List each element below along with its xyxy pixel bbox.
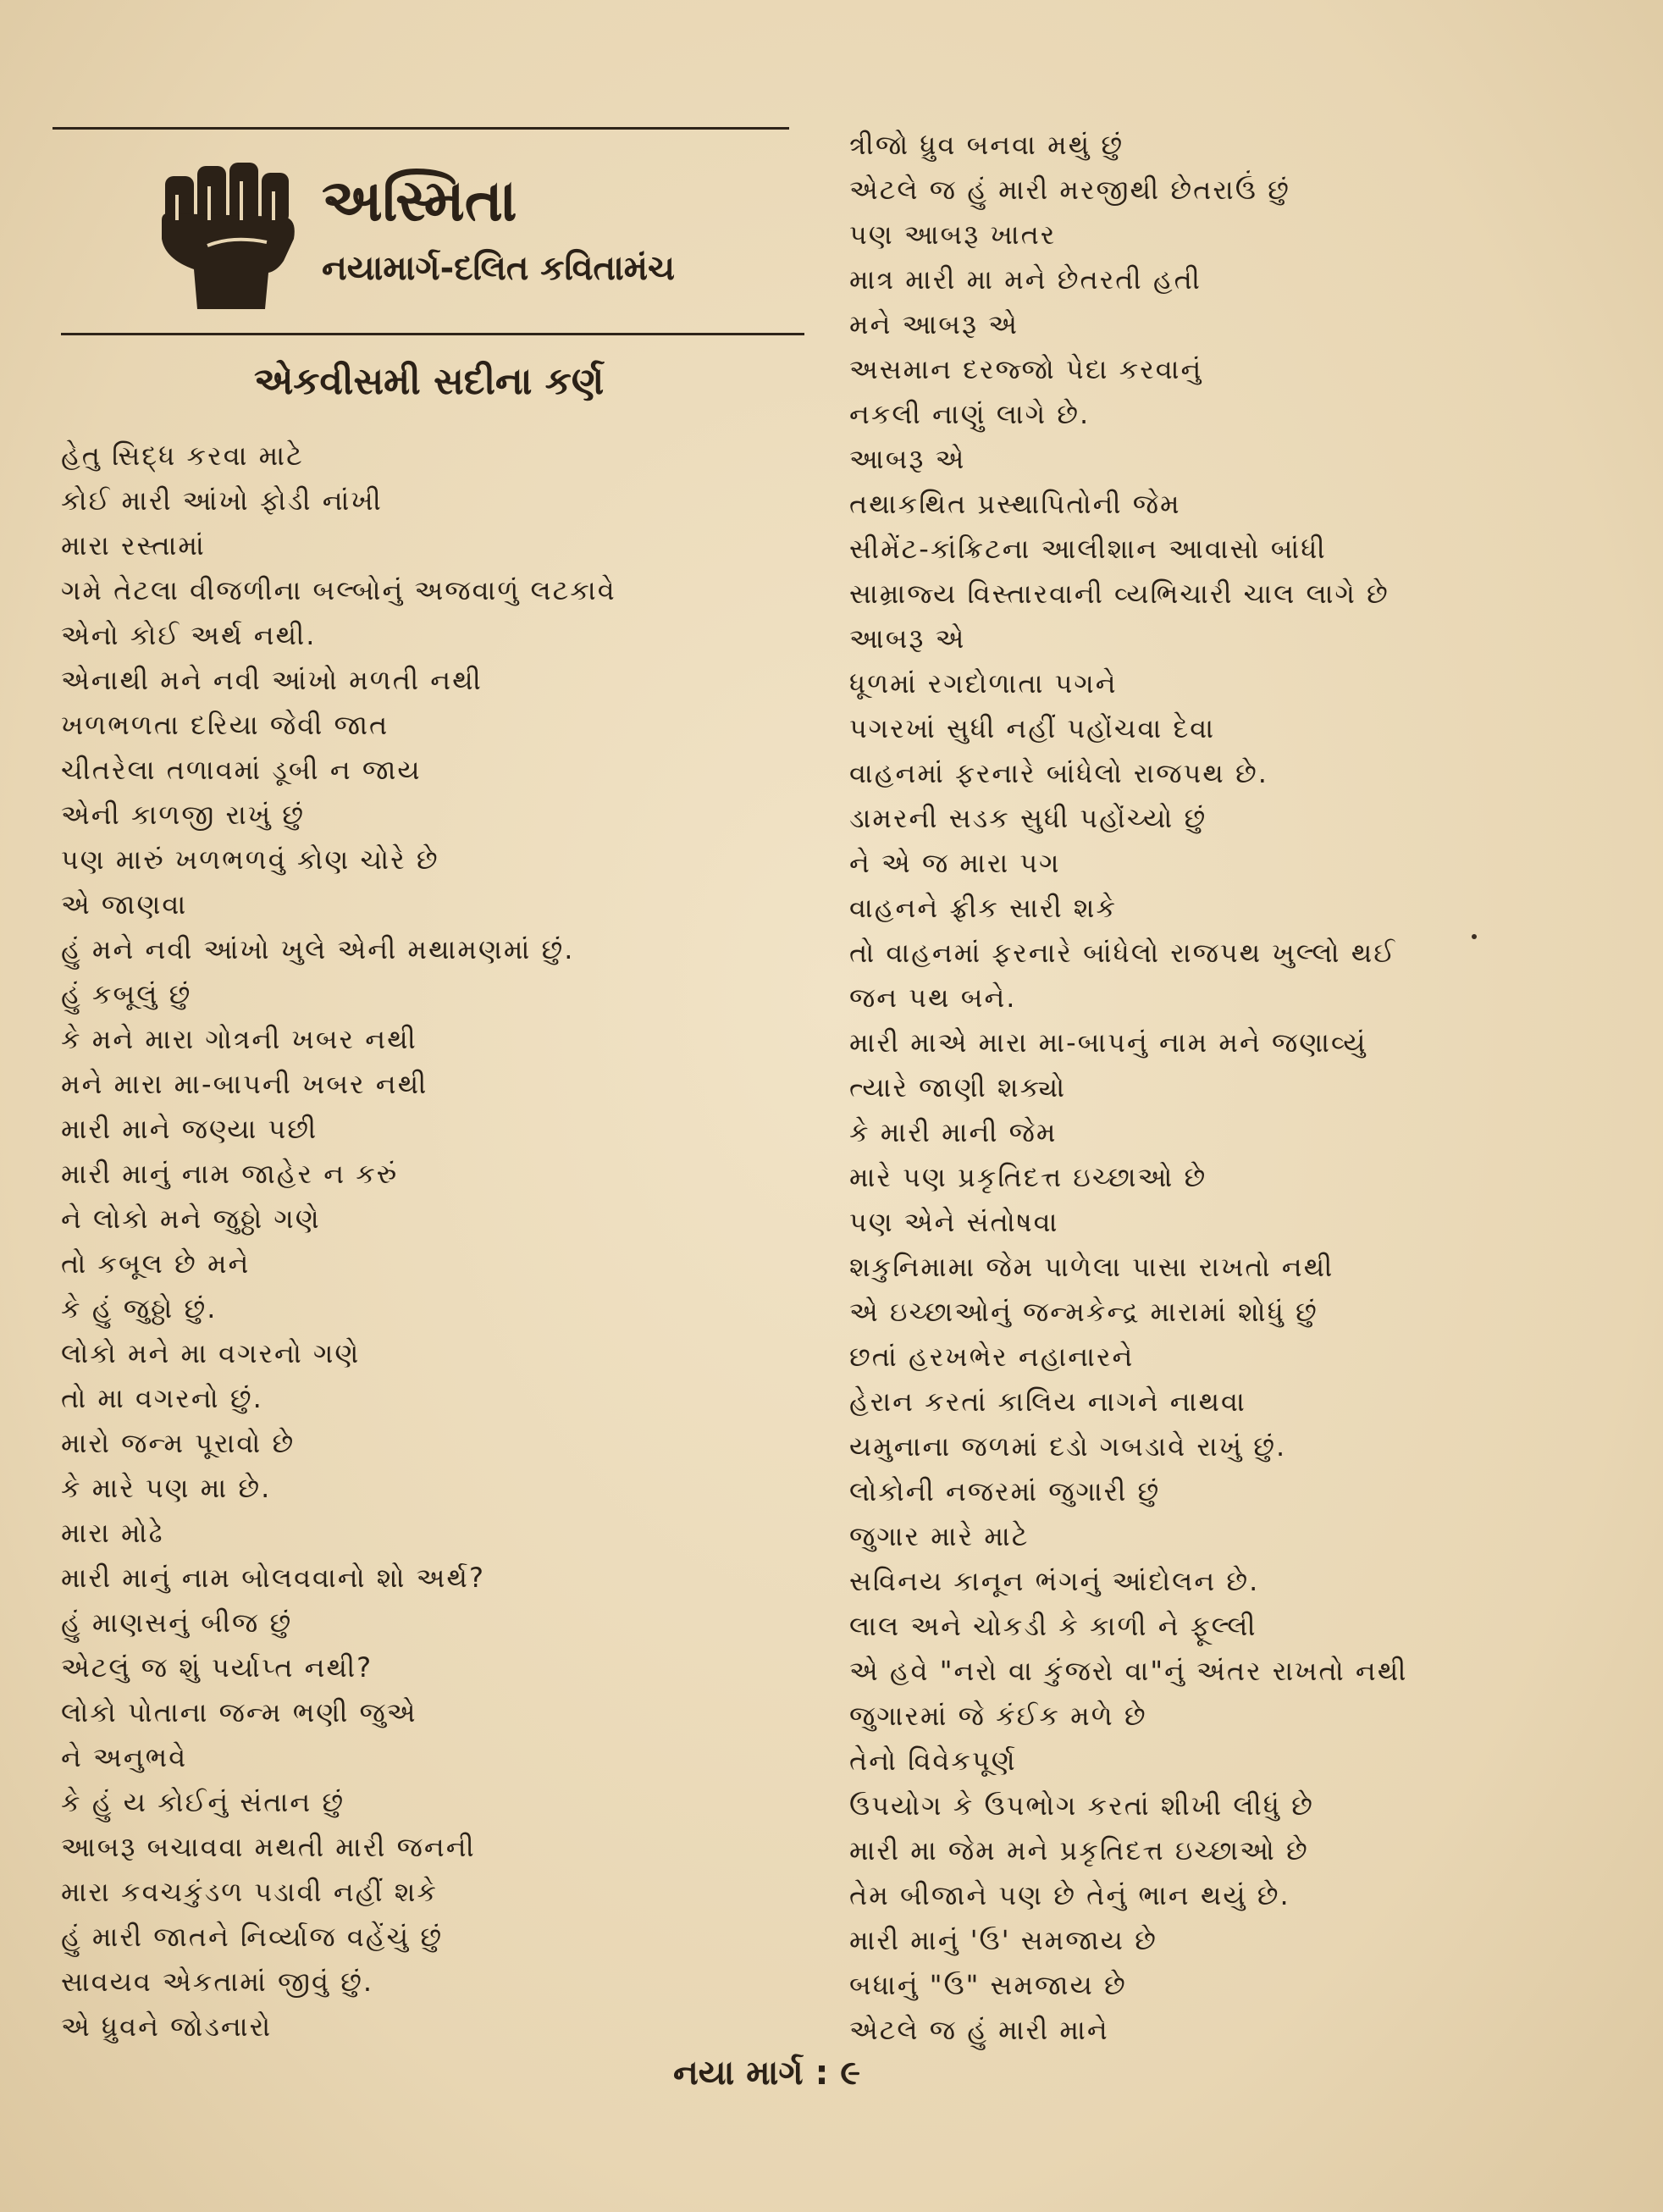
poem-line: એ ધ્રુવને જોડનારો <box>61 2010 273 2043</box>
poem-line: વાહનને ફ્રીક સારી શકે <box>849 892 1118 924</box>
poem-line: એટલે જ હું મારી માને <box>849 2014 1109 2046</box>
poem-line: લાલ અને ચોકડી કે કાળી ને ફૂલ્લી <box>849 1610 1257 1642</box>
poem-line: અસમાન દરજ્જો પેદા કરવાનું <box>849 353 1203 385</box>
poem-line: સાવયવ એકતામાં જીવું છું. <box>61 1966 373 1998</box>
poem-line: મારી માએ મારા મા-બાપનું નામ મને જણાવ્યું <box>849 1026 1367 1059</box>
svg-text:અસ્મિતા: અસ્મિતા <box>322 168 517 235</box>
poem-line: હું મારી જાતને નિર્વ્યાજ વહેંચું છું <box>61 1921 444 1953</box>
poem-line: કે મારે પણ મા છે. <box>61 1472 272 1504</box>
poem-line: એ જાણવા <box>61 888 188 921</box>
poem-line: સામ્રાજ્ય વિસ્તારવાની વ્યભિચારી ચાલ લાગે છે <box>849 578 1390 610</box>
poem-line: એટલું જ શું પર્યાપ્ત નથી? <box>61 1651 373 1684</box>
left-column <box>61 434 823 2049</box>
ink-speck <box>1472 934 1477 939</box>
poem-line: મારી માનું નામ બોલવવાનો શો અર્થ? <box>61 1562 485 1594</box>
poem-line: એની કાળજી રાખું છું <box>61 799 306 831</box>
poem-line: મને આબરૂ એ <box>849 308 1019 340</box>
poem-line: તો મા વગરનો છું. <box>61 1382 263 1414</box>
poem-line: શકુનિમામા જેમ પાળેલા પાસા રાખતો નથી <box>849 1251 1334 1283</box>
poem-line: આબરૂ બચાવવા મથતી મારી જનની <box>61 1831 476 1863</box>
page-footer: નયા માર્ગ : ૯ <box>673 2054 861 2093</box>
raised-fist-icon <box>157 161 309 309</box>
poem-line: વાહનમાં ફરનારે બાંધેલો રાજપથ છે. <box>849 757 1268 789</box>
poem-line: કે હું જુઠ્ઠો છું. <box>61 1292 218 1324</box>
poem-line: ઉપયોગ કે ઉપભોગ કરતાં શીખી લીધું છે <box>849 1789 1314 1822</box>
poem-line: આબરૂ એ <box>849 622 966 655</box>
poem-line: એટલે જ હું મારી મરજીથી છેતરાઉં છું <box>849 174 1290 206</box>
poem-line: તો વાહનમાં ફરનારે બાંધેલો રાજપથ ખુલ્લો થઈ <box>849 937 1396 969</box>
poem-line: પણ એને સંતોષવા <box>849 1206 1059 1238</box>
top-rule <box>52 127 789 130</box>
poem-line: ધૂળમાં રગદોળાતા પગને <box>849 667 1118 700</box>
poem-line: ગમે તેટલા વીજળીના બલ્બોનું અજવાળું લટકાવે <box>61 574 616 606</box>
poem-line: એનાથી મને નવી આંખો મળતી નથી <box>61 664 483 696</box>
poem-line: લોકો પોતાના જન્મ ભણી જુએ <box>61 1696 417 1728</box>
poem-line: પગરખાં સુધી નહીં પહોંચવા દેવા <box>849 712 1216 744</box>
poem-line: મારા કવચકુંડળ પડાવી નહીં શકે <box>61 1876 439 1908</box>
poem-line: મારે પણ પ્રકૃતિદત્ત ઇચ્છાઓ છે <box>849 1161 1207 1193</box>
poem-line: મારી મા જેમ મને પ્રકૃતિદત્ત ઇચ્છાઓ છે <box>849 1834 1309 1866</box>
poem-line: સવિનય કાનૂન ભંગનું આંદોલન છે. <box>849 1565 1260 1597</box>
poem-line: તથાકથિત પ્રસ્થાપિતોની જેમ <box>849 488 1181 520</box>
poem-line: જન પથ બને. <box>849 982 1017 1014</box>
logo-title <box>313 152 703 305</box>
poem-line: નકલી નાણું લાગે છે. <box>849 398 1091 430</box>
poem-line: લોકોની નજરમાં જુગારી છું <box>849 1475 1161 1507</box>
poem-line: યમુનાના જળમાં દડો ગબડાવે રાખું છું. <box>849 1430 1287 1463</box>
poem-line: ને અનુભવે <box>61 1741 188 1773</box>
poem-line: હેરાન કરતાં કાલિય નાગને નાથવા <box>849 1385 1246 1418</box>
poem-line: એનો કોઈ અર્થ નથી. <box>61 619 317 651</box>
poem-line: ત્રીજો ધ્રુવ બનવા મથું છું <box>849 129 1124 161</box>
poem-line: હું કબૂલું છું <box>61 978 192 1010</box>
poem-line: પણ આબરૂ ખાતર <box>849 218 1057 251</box>
poem-line: મારા મોઢે <box>61 1517 164 1549</box>
svg-text:નયામાર્ગ-દલિત કવિતામંચ: નયામાર્ગ-દલિત કવિતામંચ <box>322 249 676 288</box>
poem-line: સીમેંટ-કાંક્રિટના આલીશાન આવાસો બાંધી <box>849 533 1327 565</box>
poem-line: ડામરની સડક સુધી પહોંચ્યો છું <box>849 802 1207 834</box>
poem-line: કોઈ મારી આંખો ફોડી નાંખી <box>61 484 383 517</box>
poem-line: હું મને નવી આંખો ખુલે એની મથામણમાં છું. <box>61 933 575 965</box>
poem-line: પણ મારું ખળભળવું કોણ ચોરે છે <box>61 843 439 876</box>
masthead-logo <box>157 144 699 313</box>
poem-line: મારી માનું નામ જાહેર ન કરું <box>61 1158 399 1190</box>
poem-line: મારો જન્મ પૂરાવો છે <box>61 1427 296 1459</box>
poem-line: તેમ બીજાને પણ છે તેનું ભાન થયું છે. <box>849 1879 1290 1911</box>
poem-line: એ ઇચ્છાઓનું જન્મકેન્દ્ર મારામાં શોધું છું <box>849 1296 1318 1328</box>
poem-line: છતાં હરખભેર નહાનારને <box>849 1341 1135 1373</box>
bottom-rule <box>61 333 804 335</box>
poem-line: હું માણસનું બીજ છું <box>61 1606 293 1639</box>
poem-line: કે મને મારા ગોત્રની ખબર નથી <box>61 1023 417 1055</box>
poem-line: હેતુ સિદ્ધ કરવા માટે <box>61 440 304 472</box>
poem-line: મારા રસ્તામાં <box>61 529 206 561</box>
poem-title: એકવીસમી સદીના કર્ણ <box>254 360 605 403</box>
poem-line: ચીતરેલા તળાવમાં ડૂબી ન જાય <box>61 754 422 786</box>
poem-line: એ હવે "નરો વા કુંજરો વા"નું અંતર રાખતો નથી <box>849 1655 1408 1687</box>
poem-line: બધાનું "ઉ" સમજાય છે <box>849 1969 1127 2001</box>
poem-line: આબરૂ એ <box>849 443 966 475</box>
poem-line: ને લોકો મને જુઠ્ઠો ગણે <box>61 1203 321 1235</box>
poem-line: ને એ જ મારા પગ <box>849 847 1061 879</box>
poem-line: લોકો મને મા વગરનો ગણે <box>61 1337 361 1369</box>
poem-line: માત્ર મારી મા મને છેતરતી હતી <box>849 263 1202 296</box>
poem-line: જુગારમાં જે કંઈક મળે છે <box>849 1700 1147 1732</box>
poem-line: ત્યારે જાણી શક્યો <box>849 1071 1067 1103</box>
poem-line: મને મારા મા-બાપની ખબર નથી <box>61 1068 428 1100</box>
poem-line: કે મારી માની જેમ <box>849 1116 1058 1148</box>
poem-line: તો કબૂલ છે મને <box>61 1247 251 1280</box>
poem-line: મારી માનું 'ઉ' સમજાય છે <box>849 1924 1157 1956</box>
poem-line: કે હું ય કોઈનું સંતાન છું <box>61 1786 345 1818</box>
poem-line: મારી માને જણ્યા પછી <box>61 1113 318 1145</box>
right-column <box>849 123 1611 2053</box>
poem-line: ખળભળતા દરિયા જેવી જાત <box>61 709 390 741</box>
poem-line: જુગાર મારે માટે <box>849 1520 1030 1552</box>
poem-line: તેનો વિવેકપૂર્ણ <box>849 1745 1017 1777</box>
